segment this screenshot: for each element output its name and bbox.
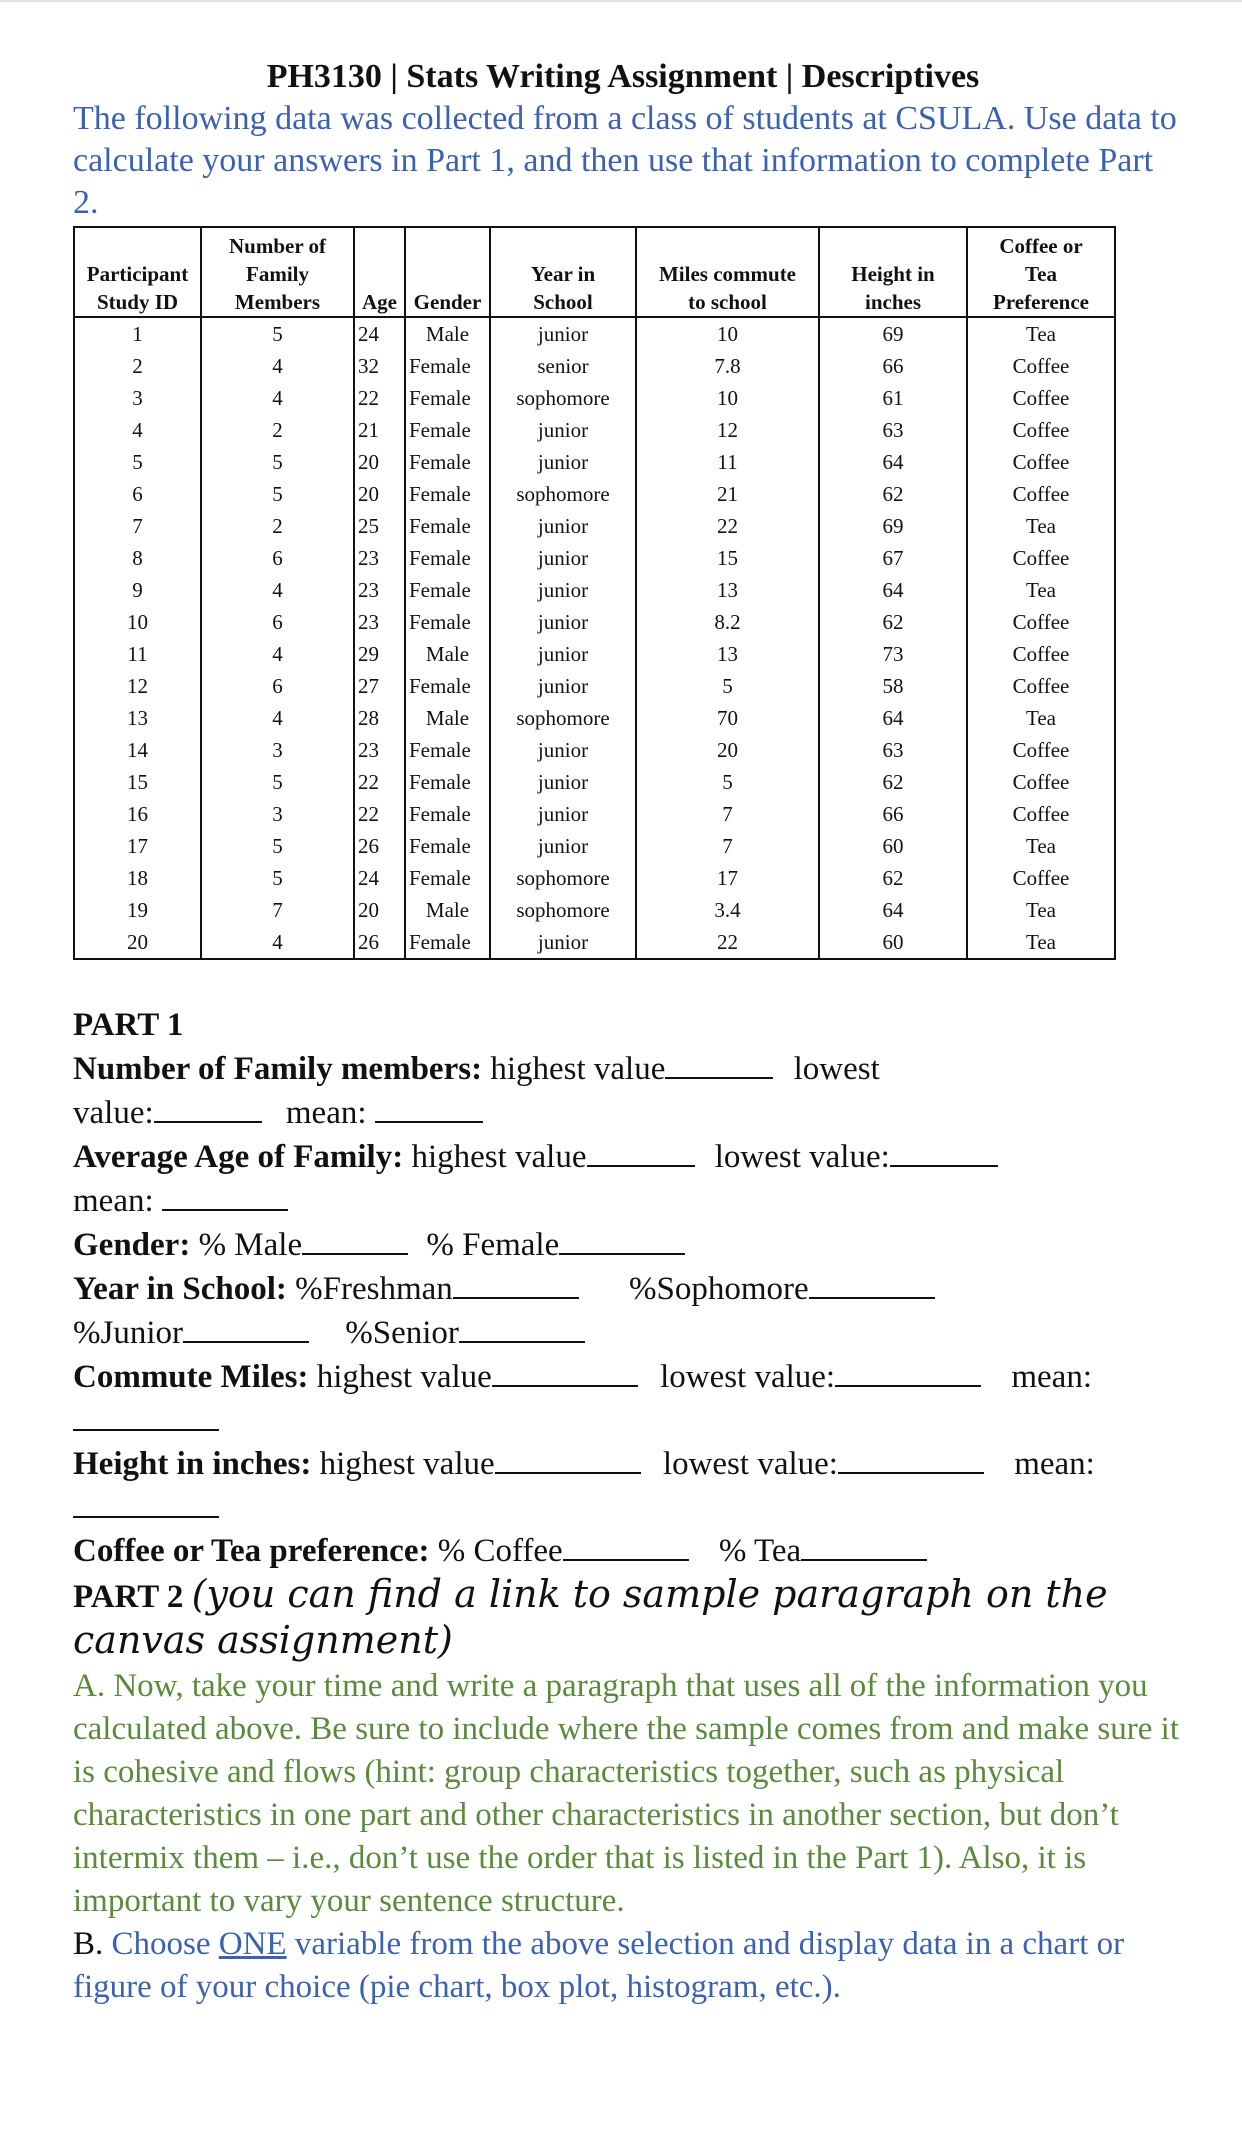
coffee-pct-label: % Coffee (437, 1533, 563, 1569)
header-line: Family (246, 262, 309, 286)
table-row (74, 414, 1115, 446)
cell-year-in-school: sophomore (490, 862, 636, 894)
cell-participant-id: 9 (74, 574, 201, 606)
cell-miles-commute: 7 (636, 798, 819, 830)
header-line: Age (362, 290, 397, 314)
cell-gender: Female (405, 734, 490, 766)
cell-coffee-tea: Tea (967, 510, 1115, 542)
tea-pct-label: % Tea (718, 1533, 802, 1569)
header-line: Year in (530, 262, 596, 286)
header-line: inches (864, 290, 921, 314)
cell-miles-commute: 3.4 (636, 894, 819, 926)
senior-label: %Senior (345, 1315, 459, 1351)
header-line: Tea (1025, 262, 1057, 286)
table-row (74, 798, 1115, 830)
family-highest-label: highest value (490, 1051, 666, 1087)
header-height-inches (819, 227, 967, 317)
cell-participant-id: 13 (74, 702, 201, 734)
height-mean-label: mean: (1014, 1446, 1095, 1482)
cell-coffee-tea: Coffee (967, 542, 1115, 574)
cell-age: 23 (354, 542, 405, 574)
cell-gender: Female (405, 830, 490, 862)
table-row (74, 350, 1115, 382)
table-row (74, 446, 1115, 478)
male-label: % Male (198, 1227, 303, 1263)
cell-miles-commute: 11 (636, 446, 819, 478)
header-line: Coffee or (999, 234, 1083, 258)
cell-year-in-school: junior (490, 606, 636, 638)
cell-family-members: 4 (201, 574, 354, 606)
table-row (74, 734, 1115, 766)
cell-age: 22 (354, 382, 405, 414)
cell-age: 29 (354, 638, 405, 670)
family-label: Number of Family members: (73, 1051, 483, 1087)
cell-age: 23 (354, 606, 405, 638)
cell-year-in-school: sophomore (490, 894, 636, 926)
cell-year-in-school: junior (490, 926, 636, 959)
header-line: School (533, 290, 593, 314)
cell-gender: Female (405, 510, 490, 542)
cell-family-members: 4 (201, 926, 354, 959)
female-blank[interactable] (559, 1223, 685, 1255)
cell-gender: Male (405, 702, 490, 734)
height-lowest-blank[interactable] (838, 1442, 984, 1474)
age-label: Average Age of Family: (73, 1139, 404, 1175)
cell-year-in-school: junior (490, 830, 636, 862)
cell-family-members: 4 (201, 382, 354, 414)
cell-age: 20 (354, 478, 405, 510)
cell-age: 22 (354, 798, 405, 830)
cell-height-inches: 64 (819, 702, 967, 734)
cell-coffee-tea: Coffee (967, 382, 1115, 414)
cell-miles-commute: 21 (636, 478, 819, 510)
table-row (74, 478, 1115, 510)
cell-year-in-school: sophomore (490, 382, 636, 414)
cell-participant-id: 6 (74, 478, 201, 510)
junior-label: %Junior (73, 1315, 183, 1351)
cell-miles-commute: 70 (636, 702, 819, 734)
cell-height-inches: 69 (819, 317, 967, 350)
cell-height-inches: 61 (819, 382, 967, 414)
table-body (74, 317, 1115, 959)
cell-age: 20 (354, 446, 405, 478)
cell-age: 25 (354, 510, 405, 542)
cell-gender: Female (405, 478, 490, 510)
cell-age: 21 (354, 414, 405, 446)
gender-label: Gender: (73, 1227, 191, 1263)
cell-gender: Female (405, 414, 490, 446)
cell-coffee-tea: Coffee (967, 670, 1115, 702)
table-row (74, 926, 1115, 959)
commute-mean-label: mean: (1011, 1359, 1092, 1395)
part2-section (73, 1573, 1183, 2009)
cell-participant-id: 14 (74, 734, 201, 766)
cell-participant-id: 2 (74, 350, 201, 382)
cell-year-in-school: junior (490, 574, 636, 606)
family-mean-blank[interactable] (375, 1091, 483, 1123)
cell-coffee-tea: Coffee (967, 638, 1115, 670)
cell-height-inches: 64 (819, 894, 967, 926)
cell-height-inches: 66 (819, 350, 967, 382)
part2-heading: PART 2 (73, 1579, 184, 1615)
senior-blank[interactable] (459, 1311, 585, 1343)
cell-participant-id: 1 (74, 317, 201, 350)
cell-height-inches: 58 (819, 670, 967, 702)
part1-section (73, 1004, 1183, 1573)
age-highest-blank[interactable] (587, 1135, 695, 1167)
height-lowest-label: lowest value: (662, 1446, 838, 1482)
freshman-blank[interactable] (453, 1267, 579, 1299)
cell-coffee-tea: Coffee (967, 350, 1115, 382)
cell-participant-id: 7 (74, 510, 201, 542)
cell-gender: Female (405, 606, 490, 638)
age-mean-blank[interactable] (162, 1179, 288, 1211)
cell-family-members: 6 (201, 542, 354, 574)
age-lowest-label: lowest value: (714, 1139, 890, 1175)
tea-blank[interactable] (801, 1529, 927, 1561)
table-row (74, 766, 1115, 798)
cell-height-inches: 62 (819, 478, 967, 510)
cell-participant-id: 11 (74, 638, 201, 670)
cell-family-members: 5 (201, 317, 354, 350)
cell-gender: Female (405, 766, 490, 798)
page-title: PH3130 | Stats Writing Assignment | Descriptives (266, 58, 980, 95)
age-lowest-blank[interactable] (890, 1135, 998, 1167)
junior-blank[interactable] (183, 1311, 309, 1343)
cell-year-in-school: junior (490, 670, 636, 702)
table-row (74, 894, 1115, 926)
intro-text: The following data was collected from a class of students at CSULA. Use data to calculate your answers in Part 1, and then use that information to complete Part 2. (73, 100, 1177, 221)
header-line: Gender (413, 290, 482, 314)
cell-coffee-tea: Tea (967, 574, 1115, 606)
cell-family-members: 2 (201, 510, 354, 542)
family-value-label: value: (73, 1095, 154, 1131)
cell-miles-commute: 7.8 (636, 350, 819, 382)
cell-height-inches: 60 (819, 926, 967, 959)
cell-height-inches: 60 (819, 830, 967, 862)
family-highest-blank[interactable] (665, 1047, 773, 1079)
cell-age: 26 (354, 830, 405, 862)
cell-gender: Female (405, 350, 490, 382)
cell-year-in-school: junior (490, 414, 636, 446)
cell-participant-id: 5 (74, 446, 201, 478)
cell-height-inches: 67 (819, 542, 967, 574)
header-age (354, 227, 405, 317)
commute-lowest-blank[interactable] (835, 1355, 981, 1387)
commute-label: Commute Miles: (73, 1359, 309, 1395)
table-row (74, 670, 1115, 702)
cell-height-inches: 69 (819, 510, 967, 542)
cell-year-in-school: junior (490, 510, 636, 542)
cell-participant-id: 15 (74, 766, 201, 798)
cell-gender: Female (405, 574, 490, 606)
cell-coffee-tea: Coffee (967, 734, 1115, 766)
cell-participant-id: 19 (74, 894, 201, 926)
cell-family-members: 2 (201, 414, 354, 446)
cell-coffee-tea: Tea (967, 894, 1115, 926)
cell-family-members: 4 (201, 350, 354, 382)
cell-family-members: 3 (201, 798, 354, 830)
age-highest-label: highest value (411, 1139, 587, 1175)
cell-family-members: 5 (201, 478, 354, 510)
cell-gender: Female (405, 798, 490, 830)
cell-coffee-tea: Coffee (967, 414, 1115, 446)
cell-height-inches: 63 (819, 734, 967, 766)
header-line: Participant (86, 262, 189, 286)
cell-age: 28 (354, 702, 405, 734)
table-row (74, 317, 1115, 350)
cell-coffee-tea: Tea (967, 926, 1115, 959)
cell-coffee-tea: Coffee (967, 606, 1115, 638)
cell-participant-id: 20 (74, 926, 201, 959)
freshman-label: %Freshman (295, 1271, 453, 1307)
height-label: Height in inches: (73, 1446, 312, 1482)
cell-year-in-school: junior (490, 638, 636, 670)
year-label: Year in School: (73, 1271, 287, 1307)
header-participant-id (74, 227, 201, 317)
header-miles-commute (636, 227, 819, 317)
cell-family-members: 4 (201, 702, 354, 734)
part2-note: (you can find a link to sample paragraph on the canvas assignment) (73, 1572, 1108, 1662)
cell-family-members: 5 (201, 766, 354, 798)
part1-heading: PART 1 (73, 1007, 184, 1043)
table-row (74, 638, 1115, 670)
cell-miles-commute: 5 (636, 670, 819, 702)
cell-gender: Female (405, 862, 490, 894)
header-line: Miles commute (658, 262, 797, 286)
cell-year-in-school: junior (490, 317, 636, 350)
cell-participant-id: 12 (74, 670, 201, 702)
cell-miles-commute: 8.2 (636, 606, 819, 638)
age-mean-label: mean: (73, 1183, 154, 1219)
cell-miles-commute: 12 (636, 414, 819, 446)
data-table (73, 226, 1116, 960)
cell-gender: Female (405, 670, 490, 702)
cell-family-members: 4 (201, 638, 354, 670)
header-family-members (201, 227, 354, 317)
header-line: Number of (228, 234, 327, 258)
header-line: Members (234, 290, 321, 314)
cell-miles-commute: 17 (636, 862, 819, 894)
family-mean-label: mean: (285, 1095, 367, 1131)
cell-age: 23 (354, 574, 405, 606)
cell-coffee-tea: Coffee (967, 798, 1115, 830)
part2-b-prefix: B. (73, 1926, 104, 1962)
table-row (74, 382, 1115, 414)
cell-family-members: 5 (201, 862, 354, 894)
cell-age: 24 (354, 862, 405, 894)
cell-coffee-tea: Tea (967, 702, 1115, 734)
commute-highest-blank[interactable] (492, 1355, 638, 1387)
cell-height-inches: 62 (819, 606, 967, 638)
cell-gender: Male (405, 317, 490, 350)
cell-height-inches: 66 (819, 798, 967, 830)
cell-coffee-tea: Tea (967, 317, 1115, 350)
cell-age: 20 (354, 894, 405, 926)
male-blank[interactable] (302, 1223, 408, 1255)
header-gender (405, 227, 490, 317)
cell-year-in-school: junior (490, 542, 636, 574)
header-line: to school (688, 290, 767, 314)
table-row (74, 510, 1115, 542)
cell-participant-id: 18 (74, 862, 201, 894)
table-header-row (74, 227, 1115, 317)
cell-gender: Female (405, 926, 490, 959)
height-mean-blank[interactable] (73, 1486, 219, 1518)
part2-b-choose: Choose (111, 1926, 211, 1962)
cell-gender: Female (405, 542, 490, 574)
cell-height-inches: 64 (819, 574, 967, 606)
part2-b-one: ONE (218, 1926, 287, 1962)
cell-participant-id: 8 (74, 542, 201, 574)
cell-participant-id: 10 (74, 606, 201, 638)
cell-height-inches: 62 (819, 862, 967, 894)
cell-family-members: 6 (201, 606, 354, 638)
cell-participant-id: 16 (74, 798, 201, 830)
cell-miles-commute: 15 (636, 542, 819, 574)
cell-year-in-school: junior (490, 798, 636, 830)
sophomore-label: %Sophomore (629, 1271, 809, 1307)
cell-coffee-tea: Coffee (967, 766, 1115, 798)
cell-age: 32 (354, 350, 405, 382)
cell-participant-id: 3 (74, 382, 201, 414)
cell-gender: Male (405, 894, 490, 926)
cell-coffee-tea: Coffee (967, 478, 1115, 510)
female-label: % Female (426, 1227, 560, 1263)
cell-age: 24 (354, 317, 405, 350)
cell-miles-commute: 22 (636, 510, 819, 542)
height-highest-label: highest value (319, 1446, 495, 1482)
cell-coffee-tea: Coffee (967, 446, 1115, 478)
part2-b-rest: variable from the above selection and display data in a chart or figure of your choice (pie chart, box plot, histogram, etc.). (73, 1926, 1125, 2005)
cell-height-inches: 73 (819, 638, 967, 670)
cell-gender: Male (405, 638, 490, 670)
cell-miles-commute: 10 (636, 317, 819, 350)
header-line: Height in (851, 262, 935, 286)
cell-family-members: 7 (201, 894, 354, 926)
cell-coffee-tea: Coffee (967, 862, 1115, 894)
cell-age: 23 (354, 734, 405, 766)
sophomore-blank[interactable] (809, 1267, 935, 1299)
cell-gender: Female (405, 446, 490, 478)
header-line: Preference (993, 290, 1089, 314)
part2-a-text: A. Now, take your time and write a paragraph that uses all of the information you calculated above. Be sure to include where the sample comes from and make sure it is cohesive and flows (hint: group characteristics together, such as physical characteristics in one part and other characteristics in another section, but don’t intermix them – i.e., don’t use the order that is listed in the Part 1). Also, it is important to vary your sentence structure. (73, 1668, 1179, 1919)
commute-mean-blank[interactable] (73, 1399, 219, 1431)
cell-year-in-school: junior (490, 766, 636, 798)
cell-miles-commute: 5 (636, 766, 819, 798)
cell-participant-id: 17 (74, 830, 201, 862)
cell-miles-commute: 13 (636, 638, 819, 670)
commute-highest-label: highest value (316, 1359, 492, 1395)
cell-miles-commute: 7 (636, 830, 819, 862)
cell-miles-commute: 20 (636, 734, 819, 766)
header-year-in-school (490, 227, 636, 317)
height-highest-blank[interactable] (495, 1442, 641, 1474)
commute-lowest-label: lowest value: (660, 1359, 836, 1395)
cell-gender: Female (405, 382, 490, 414)
cell-age: 27 (354, 670, 405, 702)
cell-year-in-school: junior (490, 734, 636, 766)
cell-family-members: 5 (201, 830, 354, 862)
cell-year-in-school: senior (490, 350, 636, 382)
cell-height-inches: 62 (819, 766, 967, 798)
table-row (74, 862, 1115, 894)
top-border (0, 0, 1242, 2)
cell-height-inches: 63 (819, 414, 967, 446)
cell-family-members: 5 (201, 446, 354, 478)
table-row (74, 702, 1115, 734)
cell-participant-id: 4 (74, 414, 201, 446)
cell-age: 26 (354, 926, 405, 959)
cell-year-in-school: sophomore (490, 478, 636, 510)
header-line: Study ID (96, 290, 179, 314)
table-row (74, 542, 1115, 574)
cell-age: 22 (354, 766, 405, 798)
cell-miles-commute: 10 (636, 382, 819, 414)
table-row (74, 574, 1115, 606)
coffee-label: Coffee or Tea preference: (73, 1533, 430, 1569)
table-row (74, 606, 1115, 638)
table-row (74, 830, 1115, 862)
cell-year-in-school: sophomore (490, 702, 636, 734)
document-page (73, 56, 1183, 2009)
cell-coffee-tea: Tea (967, 830, 1115, 862)
family-lowest-blank[interactable] (154, 1091, 262, 1123)
cell-miles-commute: 13 (636, 574, 819, 606)
cell-miles-commute: 22 (636, 926, 819, 959)
header-coffee-tea (967, 227, 1115, 317)
cell-year-in-school: junior (490, 446, 636, 478)
family-lowest-label: lowest (793, 1051, 880, 1087)
coffee-blank[interactable] (563, 1529, 689, 1561)
cell-height-inches: 64 (819, 446, 967, 478)
cell-family-members: 6 (201, 670, 354, 702)
cell-family-members: 3 (201, 734, 354, 766)
